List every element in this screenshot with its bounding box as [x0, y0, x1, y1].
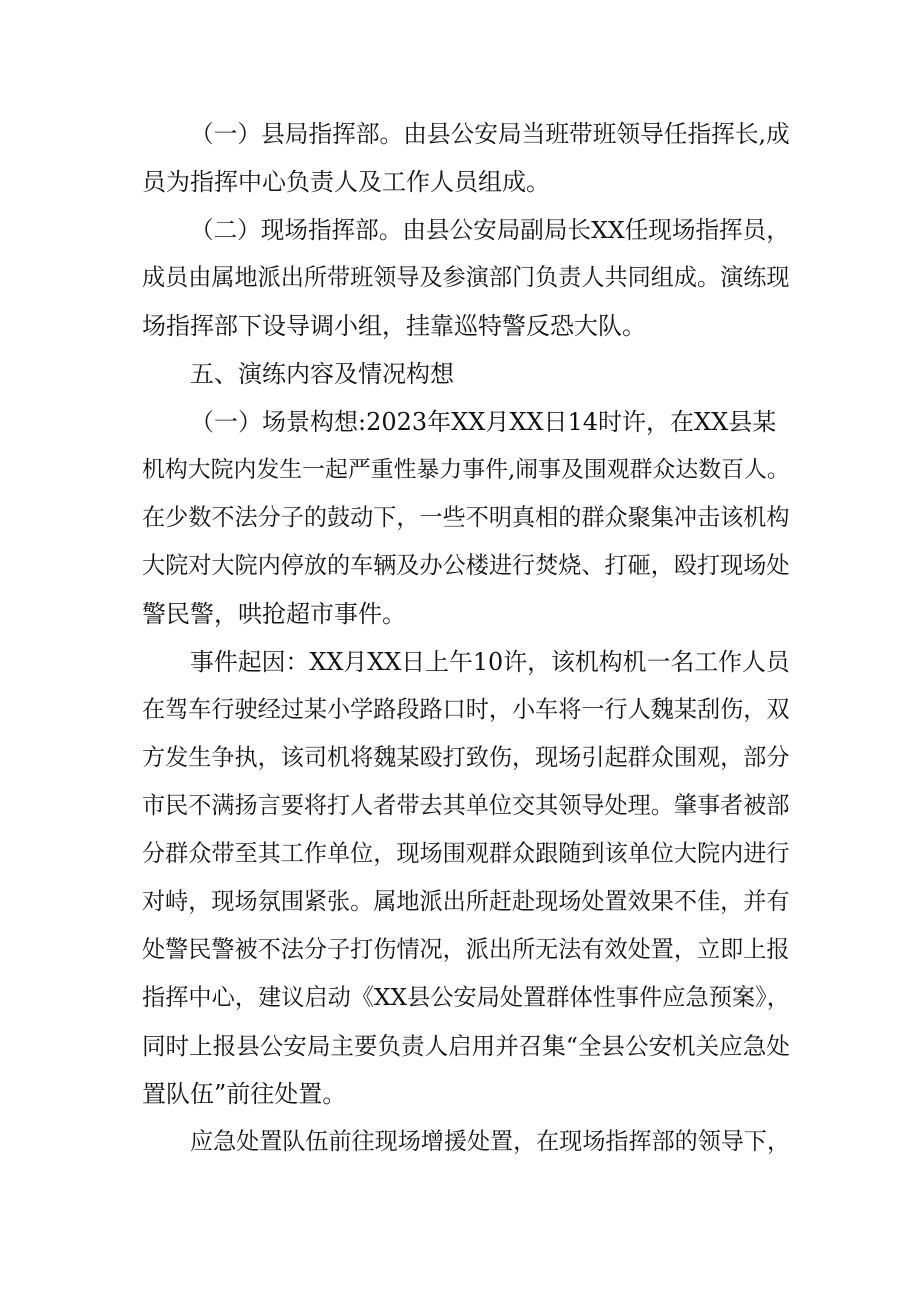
line-text: 对峙，现场氛围紧张。属地派出所赶赴现场处置效果不佳，并有: [142, 889, 790, 915]
text-line: [0, 302, 920, 350]
text-line: [0, 974, 920, 1022]
text-line: [0, 638, 920, 686]
line-text: （二）现场指挥部。由县公安局副局长XX任现场指挥员，: [190, 216, 790, 244]
line-text: （一）县局指挥部。由县公安局当班带班领导任指挥长,成: [190, 120, 790, 148]
text-line: [0, 542, 920, 590]
text-line: [0, 878, 920, 926]
text-line: [0, 398, 920, 446]
line-text: 员为指挥中心负责人及工作人员组成。: [142, 168, 550, 196]
line-text: 分群众带至其工作单位，现场围观群众跟随到该单位大院内进行: [142, 841, 790, 867]
text-line: [0, 254, 920, 302]
text-line: [0, 830, 920, 878]
line-text: 指挥中心，建议启动《XX县公安局处置群体性事件应急预案》，: [142, 984, 790, 1011]
text-line: [0, 1118, 920, 1166]
heading-text: 五、演练内容及情况构想: [190, 360, 454, 388]
line-text: 处警民警被不法分子打伤情况，派出所无法有效处置，立即上报: [142, 937, 790, 963]
line-text: 大院对大院内停放的车辆及办公楼进行焚烧、打砸，殴打现场处: [142, 553, 790, 579]
line-text: 警民警，哄抢超市事件。: [142, 600, 406, 628]
text-line: [0, 1022, 920, 1070]
text-line: [0, 926, 920, 974]
text-line: [0, 686, 920, 734]
line-text: 场指挥部下设导调小组，挂靠巡特警反恐大队。: [142, 312, 646, 340]
line-text: 应急处置队伍前往现场增援处置，在现场指挥部的领导下，: [190, 1129, 791, 1155]
line-text: 市民不满扬言要将打人者带去其单位交其领导处理。肇事者被部: [142, 793, 790, 819]
text-line: [0, 590, 920, 638]
section-heading: [0, 350, 920, 398]
line-text: （一）场景构想:2023年XX月XX日14时许，在XX县某: [190, 408, 777, 436]
line-text: 成员由属地派出所带班领导及参演部门负责人共同组成。演练现: [142, 265, 790, 291]
text-line: [0, 158, 920, 206]
line-text: 在驾车行驶经过某小学路段路口时，小车将一行人魏某刮伤，双: [142, 697, 790, 723]
text-line: [0, 206, 920, 254]
text-line: [0, 782, 920, 830]
line-text: 机构大院内发生一起严重性暴力事件,闹事及围观群众达数百人。: [142, 457, 790, 483]
text-line: [0, 494, 920, 542]
line-text: 同时上报县公安局主要负责人启用并召集“全县公安机关应急处: [142, 1032, 790, 1060]
line-text: 事件起因：XX月XX日上午10许，该机构机一名工作人员: [190, 648, 790, 676]
line-text: 在少数不法分子的鼓动下，一些不明真相的群众聚集冲击该机构: [142, 505, 790, 531]
line-text: 置队伍”前往处置。: [142, 1080, 347, 1108]
text-line: [0, 1070, 920, 1118]
line-text: 方发生争执，该司机将魏某殴打致伤，现场引起群众围观，部分: [142, 745, 790, 771]
text-line: [0, 734, 920, 782]
text-line: [0, 110, 920, 158]
text-line: [0, 446, 920, 494]
